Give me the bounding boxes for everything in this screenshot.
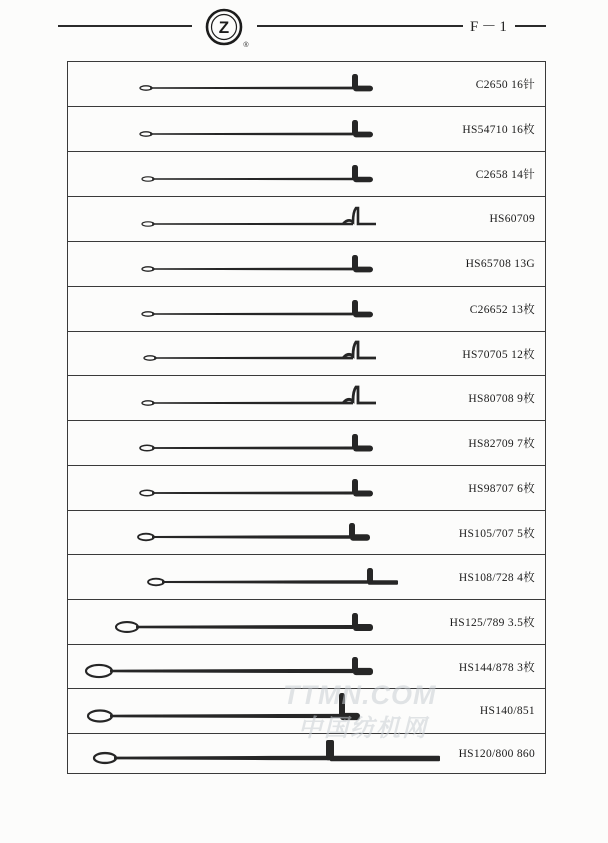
needle-hook [148, 579, 164, 586]
needle-shank [152, 313, 353, 316]
needle-drawing [68, 511, 448, 555]
needle-drawing [68, 600, 448, 645]
needle-row [68, 554, 545, 599]
needle-catalog-table [67, 61, 546, 774]
needle-model-label: HS125/789 3.5枚 [449, 617, 535, 629]
needle-model-label: HS98707 6枚 [468, 483, 535, 495]
needle-model-label: HS70705 12枚 [462, 348, 535, 361]
needle-row [68, 62, 545, 106]
needle-drawing [68, 152, 448, 197]
needle-heel [353, 86, 373, 92]
needle-shank [152, 223, 353, 225]
header-rule-middle [257, 25, 463, 27]
needle-drawing [68, 62, 448, 106]
needle-model-label: HS144/878 3枚 [458, 661, 535, 674]
needle-shank [152, 491, 353, 494]
needle-heel [353, 177, 373, 182]
needle-heel [353, 490, 373, 496]
needle-shank [152, 446, 353, 449]
needle-heel [353, 312, 373, 318]
needle-heel [353, 132, 373, 138]
needle-butt [343, 387, 376, 403]
logo-letter: Z [218, 18, 230, 37]
needle-shank [162, 580, 368, 584]
needle-hook [88, 711, 112, 722]
watermark-url: TTMN.COM [283, 680, 437, 710]
needle-row [68, 241, 545, 286]
needle-row [68, 151, 545, 196]
needle-drawing [68, 421, 448, 466]
needle-hook [140, 490, 154, 496]
needle-model-label: C2650 16针 [475, 79, 535, 91]
needle-shank [136, 625, 353, 629]
needle-drawing [68, 332, 448, 376]
needle-heel [353, 668, 373, 675]
needle-model-label: HS65708 13G [465, 258, 535, 270]
needle-model-label: C26652 13枚 [469, 304, 535, 316]
needle-hook [86, 665, 112, 677]
needle-drawing [68, 287, 448, 332]
needle-model-label: HS54710 16枚 [462, 124, 535, 136]
needle-heel [350, 534, 370, 541]
needle-drawing [68, 242, 448, 287]
needle-drawing [68, 555, 448, 600]
needle-heel [353, 267, 373, 273]
needle-heel [330, 756, 440, 762]
needle-model-label: HS105/707 5枚 [458, 527, 535, 540]
needle-hook [138, 534, 154, 541]
needle-drawing [68, 466, 448, 511]
needle-drawing [68, 107, 448, 152]
needle-model-label: C2658 14针 [475, 169, 535, 181]
needle-shank [152, 535, 350, 539]
needle-model-label: HS80708 9枚 [468, 393, 535, 405]
needle-model-label: HS108/728 4枚 [458, 572, 535, 584]
needle-model-label: HS140/851 [479, 705, 535, 717]
needle-heel [353, 445, 373, 451]
needle-shank [152, 402, 353, 405]
header-rule-left [58, 25, 192, 27]
needle-shank [110, 669, 353, 673]
needle-row [68, 196, 545, 241]
needle-hook [116, 622, 138, 632]
needle-model-label: HS60709 [489, 213, 535, 225]
needle-hook [140, 445, 154, 451]
needle-heel [368, 580, 398, 585]
header-rule-right [515, 25, 546, 27]
needle-row [68, 599, 545, 644]
needle-shank [150, 87, 353, 90]
needle-butt [343, 342, 376, 358]
needle-butt [343, 208, 376, 224]
needle-row [68, 106, 545, 151]
needle-hook [94, 753, 116, 763]
needle-shank [154, 357, 353, 360]
needle-row [68, 286, 545, 331]
needle-drawing [68, 197, 448, 242]
needle-model-label: HS120/800 860 [458, 747, 535, 760]
needle-row [68, 510, 545, 554]
watermark-site-name: 中国纺机网 [298, 714, 428, 742]
registered-mark: ® [243, 42, 249, 49]
needle-drawing [68, 376, 448, 421]
page-label: F－1 [470, 19, 510, 35]
needle-row [68, 375, 545, 420]
needle-row [68, 465, 545, 510]
needle-shank [152, 268, 353, 271]
needle-shank [114, 756, 330, 761]
needle-row [68, 420, 545, 465]
needle-shank [150, 133, 353, 136]
needle-shank [152, 178, 353, 180]
needle-heel [353, 624, 373, 631]
needle-row [68, 331, 545, 375]
brand-logo-icon [204, 7, 252, 49]
needle-model-label: HS82709 7枚 [468, 438, 535, 450]
